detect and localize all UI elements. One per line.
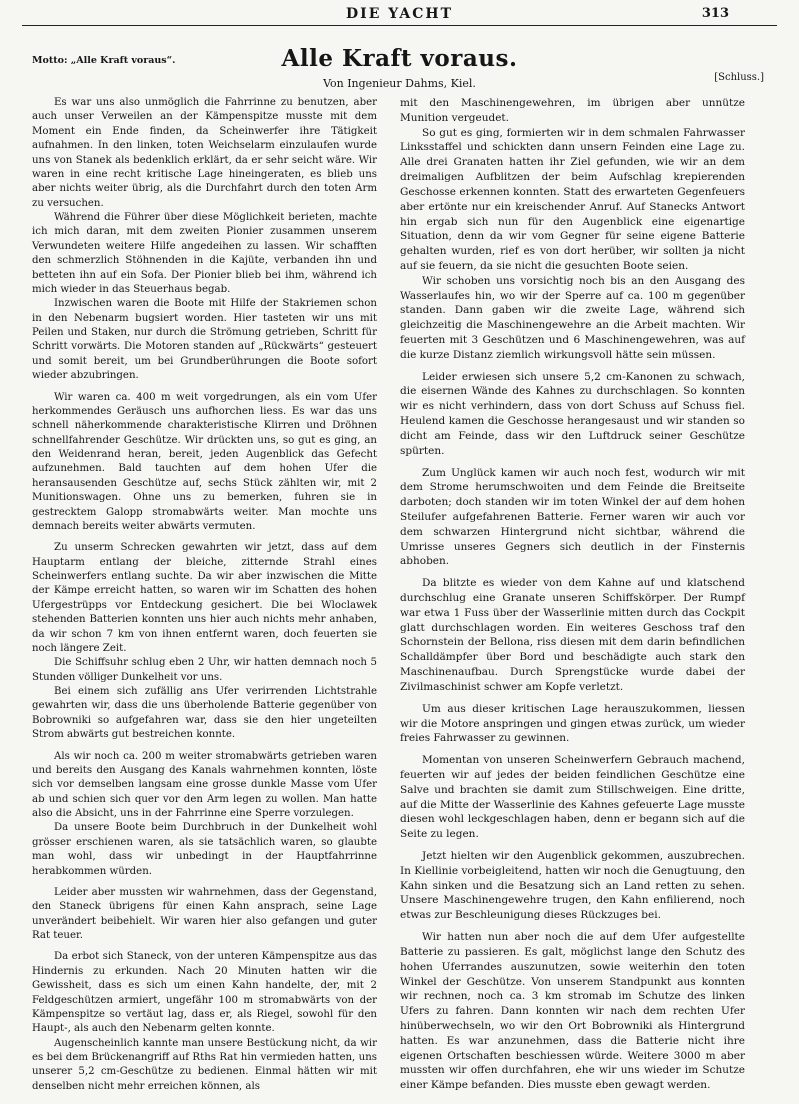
paragraph: Da erbot sich Staneck, von der unteren Kämpenspitze aus das Hindernis zu erkunden. Nach 20 Minuten hatten wir die Gewissheit, dass es sich um einen Kahn handelte, der, mit 2 Feldgeschützen armiert, ungefähr 100 m stromabwärts von der Kämpenspitze so vertäut lag, dass er, als Riegel, sowohl für den Haupt-, als auch den Nebenarm gelten konnte. <box>32 951 377 1035</box>
header-rule <box>22 25 777 26</box>
paragraph: Jetzt hielten wir den Augenblick gekommen, auszubrechen. In Kiellinie vorbeigleitend, hatten wir noch die Genugtuung, den Kahn sinken und die Besatzung sich an Land retten zu sehen. Unsere Maschinengewehre trugen, den Kahn enfilierend, noch etwas zur Beschleunigung dieses Rückzuges bei. <box>400 850 745 922</box>
article-title: Alle Kraft voraus. <box>281 45 518 72</box>
paragraph: Die Schiffsuhr schlug eben 2 Uhr, wir hatten demnach noch 5 Stunden völliger Dunkelheit vor uns. <box>32 657 377 683</box>
paragraph: Wir schoben uns vorsichtig noch bis an den Ausgang des Wasserlaufes hin, wo wir der Sperre auf ca. 100 m gegenüber standen. Dann gaben wir die zweite Lage, während sich gleichzeitig die Maschinengewehre an die Arbeit machten. Wir feuerten mit 3 Geschützen und 6 Maschinengewehren, was auf die kurze Distanz ziemlich wirkungsvoll hätte sein müssen. <box>400 274 745 361</box>
article-byline: Von Ingenieur Dahms, Kiel. <box>323 77 476 90</box>
journal-title: DIE YACHT <box>346 6 453 22</box>
paragraph: Während die Führer über diese Möglichkeit berieten, machte ich mich daran, mit dem zweiten Pionier zusammen unserem Verwundeten weitere Hilfe angedeihen zu lassen. Wir schafften den schmerzlich Stöhnenden in die Kajüte, verbanden ihn und betteten ihn auf ein Sofa. Der Pionier blieb bei ihm, während ich mich wieder in das Steuerhaus begab. <box>32 212 377 295</box>
page-header <box>0 2 799 24</box>
article-motto: Motto: „Alle Kraft voraus“. <box>32 55 176 66</box>
paragraph: Da unsere Boote beim Durchbruch in der Dunkelheit wohl grösser erschienen waren, als sie tatsächlich waren, so glaubte man wohl, dass wir unbedingt in der Hauptfahrrinne herabkommen würden. <box>32 822 377 877</box>
paragraph: Leider aber mussten wir wahrnehmen, dass der Gegenstand, den Staneck übrigens für einen Kahn ansprach, seine Lage unverändert beibehielt. Wir waren hier also gefangen und guter Rat teuer. <box>32 886 377 941</box>
left-column <box>32 96 377 1094</box>
paragraph: Bei einem sich zufällig ans Ufer verirrenden Lichtstrahle gewahrten wir, dass die uns überholende Batterie gegenüber von Bobrowniki so aufgefahren war, dass sie den hier ungeteilten Strom abwärts gut bestreichen konnte. <box>32 686 377 741</box>
page-number: 313 <box>701 6 729 21</box>
right-column <box>400 96 745 1093</box>
paragraph: Da blitzte es wieder von dem Kahne auf und klatschend durchschlug eine Granate unseren Schiffskörper. Der Rumpf war etwa 1 Fuss über der Wasserlinie mitten durch das Cockpit glatt durchschlagen worden. Ein weiteres Geschoss traf den Schornstein der Bellona, riss diesen mit dem darin befindlichen Schalldämpfer über Bord und beschädigte auch stark den Maschinenaufbau. Durch Sprengstücke wurde dabei der Zivilmaschinist schwer am Kopfe verletzt. <box>400 577 745 693</box>
paragraph: Leider erwiesen sich unsere 5,2 cm-Kanonen zu schwach, die eisernen Wände des Kahnes zu durchschlagen. So konnten wir es nicht verhindern, dass von dort Schuss auf Schuss fiel. Heulend kamen die Geschosse herangesaust und wir standen so dicht am Feinde, dass wir den Luftdruck seiner Geschütze spürten. <box>400 370 745 457</box>
paragraph: Wir waren ca. 400 m weit vorgedrungen, als ein vom Ufer herkommendes Geräusch uns aufhorchen liess. Es war das uns schnell näherkommende charakteristische Klirren und Dröhnen schnellfahrender Geschütze. Wir drückten uns, so gut es ging, an den Weidenrand heran, bereit, jeden Augenblick das Gefecht aufzunehmen. Bald tauchten auf dem hohen Ufer die heransausenden Geschütze auf, sechs Stück zählten wir, mit 2 Munitionswagen. Ohne uns zu bemerken, fuhren sie in gestrecktem Galopp stromabwärts weiter. Man mochte uns demnach bereits weiter abwärts vermuten. <box>32 391 377 532</box>
paragraph: mit den Maschinengewehren, im übrigen aber unnütze Munition vergeudet. <box>400 97 745 124</box>
paragraph: Augenscheinlich kannte man unsere Bestückung nicht, da wir es bei dem Brückenangriff auf Rths Rat hin vermieden hatten, uns unserer 5,2 cm-Geschütze zu bedienen. Einmal hätten wir mit denselben nicht mehr erreichen können, als <box>32 1037 377 1092</box>
paragraph: Momentan von unseren Scheinwerfern Gebrauch machend, feuerten wir auf jedes der beiden feindlichen Geschütze eine Salve und brachten sie damit zum Stillschweigen. Eine dritte, auf die Mitte der Wasserlinie des Kahnes gefeuerte Lage musste diesen wohl leckgeschlagen haben, denn er begann sich auf die Seite zu legen. <box>400 754 745 841</box>
paragraph: Inzwischen waren die Boote mit Hilfe der Stakriemen schon in den Nebenarm bugsiert worden. Hier tasteten wir uns mit Peilen und Staken, nur durch die Strömung getrieben, Schritt für Schritt vorwärts. Die Motoren standen auf „Rückwärts“ gesteuert und somit bereit, um bei Grundberührungen die Boote sofort wieder abzubringen. <box>32 298 377 382</box>
paragraph: Wir hatten nun aber noch die auf dem Ufer aufgestellte Batterie zu passieren. Es galt, möglichst lange den Schutz des hohen Uferrandes auszunutzen, sowie weiterhin den toten Winkel der Geschütze. Von unserem Standpunkt aus konnten wir rechnen, noch ca. 3 km stromab im Schutze des linken Ufers zu fahren. Dann konnten wir nach dem rechten Ufer hinüberwechseln, wo wir den Ort Bobrowniki als Hintergrund hatten. Es war anzunehmen, dass die Batterie nicht ihre eigenen Ortschaften beschiessen würde. Weitere 3000 m aber mussten wir offen durchfahren, ehe wir uns wieder im Schutze einer Kämpe befanden. Dies musste eben gewagt werden. <box>400 931 745 1092</box>
paragraph: Zu unserm Schrecken gewahrten wir jetzt, dass auf dem Hauptarm entlang der bleiche, zitternde Strahl eines Scheinwerfers entlang suchte. Da wir aber inzwischen die Mitte der Kämpe erreicht hatten, so waren wir im Schatten des hohen Ufergestrüpps vor Entdeckung gesichert. Die bei Wloclawek stehenden Batterien konnten uns hier auch nichts mehr anhaben, da wir schon 7 km von ihnen entfernt waren, doch feuerten sie noch längere Zeit. <box>32 542 377 654</box>
paragraph: Als wir noch ca. 200 m weiter stromabwärts getrieben waren und bereits den Ausgang des Kanals wahrnehmen konnten, löste sich vor demselben langsam eine grosse dunkle Masse vom Ufer ab und schien sich quer vor den Arm legen zu wollen. Man hatte also die Absicht, uns in der Fahrrinne eine Sperre vorzulegen. <box>32 750 377 819</box>
paragraph: Es war uns also unmöglich die Fahrrinne zu benutzen, aber auch unser Verweilen an der Kämpenspitze musste mit dem Moment ein Ende finden, da Scheinwerfer ihre Tätigkeit aufnahmen. In den linken, toten Weichselarm einzulaufen wurde uns von Stanek als bedenklich erklärt, da er sehr seicht wäre. Wir waren in eine recht kritische Lage hineingeraten, es blieb uns aber nichts weiter übrig, als die Durchfahrt durch den toten Arm zu versuchen. <box>32 97 377 209</box>
paragraph: So gut es ging, formierten wir in dem schmalen Fahrwasser Linksstaffel und schickten dann unsern Feinden eine Lage zu. Alle drei Granaten hatten ihr Ziel gefunden, wie wir an dem dreimaligen Aufblitzen der beim Aufschlag krepierenden Geschosse erkennen konnten. Statt des erwarteten Gegenfeuers aber ertönte nur ein kreischender Anruf. Auf Stanecks Antwort hin ergab sich nun für den Augenblick eine eigenartige Situation, denn da wir vom Gegner für seine eigene Batterie gehalten wurden, rief es von dort herüber, wir sollten ja nicht auf sie feuern, da sie nicht die gesuchten Boote seien. <box>400 126 745 272</box>
paragraph: Zum Unglück kamen wir auch noch fest, wodurch wir mit dem Strome herumschwoiten und dem Feinde die Breitseite darboten; doch standen wir im toten Winkel der auf dem hohen Steilufer aufgefahrenen Batterie. Ferner waren wir auch vor dem schwarzen Hintergrund nicht sichtbar, während die Umrisse unseres Gegners sich deutlich in der Finsternis abhoben. <box>400 466 745 568</box>
paragraph: Um aus dieser kritischen Lage herauszukommen, liessen wir die Motore anspringen und gingen etwas zurück, um wieder freies Fahrwasser zu gewinnen. <box>400 702 745 745</box>
article-conclusion-note: [Schluss.] <box>714 72 764 83</box>
